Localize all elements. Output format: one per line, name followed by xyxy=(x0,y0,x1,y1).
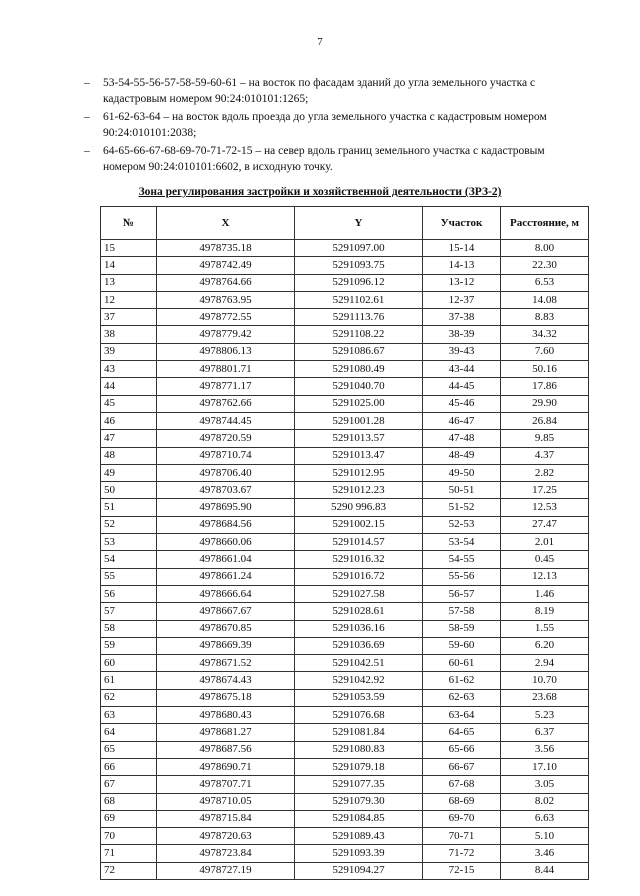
y-coordinate-cell: 5291042.92 xyxy=(295,672,423,689)
point-number-cell: 71 xyxy=(101,845,157,862)
distance-cell: 2.94 xyxy=(501,655,589,672)
segment-cell: 37-38 xyxy=(423,309,501,326)
segment-cell: 47-48 xyxy=(423,430,501,447)
y-coordinate-cell: 5291076.68 xyxy=(295,707,423,724)
point-number-cell: 52 xyxy=(101,516,157,533)
distance-cell: 0.45 xyxy=(501,551,589,568)
boundary-description-item xyxy=(84,110,590,141)
point-number-cell: 65 xyxy=(101,741,157,758)
distance-cell: 50.16 xyxy=(501,361,589,378)
x-coordinate-cell: 4978772.55 xyxy=(157,309,295,326)
y-coordinate-cell: 5291113.76 xyxy=(295,309,423,326)
point-number-cell: 48 xyxy=(101,447,157,464)
y-coordinate-cell: 5291012.23 xyxy=(295,482,423,499)
segment-cell: 61-62 xyxy=(423,672,501,689)
segment-cell: 38-39 xyxy=(423,326,501,343)
point-number-cell: 47 xyxy=(101,430,157,447)
x-coordinate-cell: 4978762.66 xyxy=(157,395,295,412)
y-coordinate-cell: 5290 996.83 xyxy=(295,499,423,516)
table-row xyxy=(101,274,589,291)
table-row xyxy=(101,810,589,827)
point-number-cell: 49 xyxy=(101,464,157,481)
distance-cell: 12.53 xyxy=(501,499,589,516)
distance-cell: 8.44 xyxy=(501,862,589,879)
table-row xyxy=(101,430,589,447)
y-coordinate-cell: 5291042.51 xyxy=(295,655,423,672)
x-coordinate-cell: 4978667.67 xyxy=(157,603,295,620)
distance-cell: 4.37 xyxy=(501,447,589,464)
distance-cell: 5.10 xyxy=(501,828,589,845)
segment-cell: 56-57 xyxy=(423,585,501,602)
y-coordinate-cell: 5291084.85 xyxy=(295,810,423,827)
point-number-cell: 64 xyxy=(101,724,157,741)
segment-cell: 13-12 xyxy=(423,274,501,291)
y-coordinate-cell: 5291081.84 xyxy=(295,724,423,741)
table-row xyxy=(101,707,589,724)
x-coordinate-cell: 4978763.95 xyxy=(157,291,295,308)
y-coordinate-cell: 5291028.61 xyxy=(295,603,423,620)
x-coordinate-cell: 4978779.42 xyxy=(157,326,295,343)
distance-cell: 22.30 xyxy=(501,257,589,274)
point-number-cell: 12 xyxy=(101,291,157,308)
segment-cell: 57-58 xyxy=(423,603,501,620)
y-coordinate-cell: 5291094.27 xyxy=(295,862,423,879)
point-number-cell: 53 xyxy=(101,534,157,551)
segment-cell: 65-66 xyxy=(423,741,501,758)
x-coordinate-cell: 4978806.13 xyxy=(157,343,295,360)
segment-cell: 53-54 xyxy=(423,534,501,551)
table-row xyxy=(101,240,589,257)
y-coordinate-cell: 5291086.67 xyxy=(295,343,423,360)
table-row xyxy=(101,862,589,879)
x-coordinate-cell: 4978710.74 xyxy=(157,447,295,464)
point-number-cell: 44 xyxy=(101,378,157,395)
x-coordinate-cell: 4978771.17 xyxy=(157,378,295,395)
table-row xyxy=(101,361,589,378)
x-coordinate-cell: 4978695.90 xyxy=(157,499,295,516)
distance-cell: 12.13 xyxy=(501,568,589,585)
table-row xyxy=(101,309,589,326)
point-number-cell: 63 xyxy=(101,707,157,724)
y-coordinate-cell: 5291080.49 xyxy=(295,361,423,378)
x-coordinate-cell: 4978681.27 xyxy=(157,724,295,741)
y-coordinate-cell: 5291002.15 xyxy=(295,516,423,533)
segment-cell: 60-61 xyxy=(423,655,501,672)
segment-cell: 59-60 xyxy=(423,637,501,654)
segment-cell: 46-47 xyxy=(423,412,501,429)
distance-cell: 34.32 xyxy=(501,326,589,343)
segment-cell: 68-69 xyxy=(423,793,501,810)
table-row xyxy=(101,326,589,343)
coordinates-table xyxy=(100,206,589,880)
x-coordinate-cell: 4978744.45 xyxy=(157,412,295,429)
y-coordinate-cell: 5291079.30 xyxy=(295,793,423,810)
table-row xyxy=(101,343,589,360)
x-coordinate-cell: 4978687.56 xyxy=(157,741,295,758)
segment-cell: 69-70 xyxy=(423,810,501,827)
boundary-description-text: 53-54-55-56-57-58-59-60-61 – на восток по фасадам зданий до угла земельного участка с кадастровым номером 90:24:010101:1265; xyxy=(103,77,536,105)
y-coordinate-cell: 5291013.57 xyxy=(295,430,423,447)
y-coordinate-cell: 5291014.57 xyxy=(295,534,423,551)
segment-cell: 63-64 xyxy=(423,707,501,724)
distance-cell: 29.90 xyxy=(501,395,589,412)
x-coordinate-cell: 4978684.56 xyxy=(157,516,295,533)
y-coordinate-cell: 5291108.22 xyxy=(295,326,423,343)
distance-cell: 14.08 xyxy=(501,291,589,308)
x-coordinate-cell: 4978720.59 xyxy=(157,430,295,447)
header-x: X xyxy=(157,207,295,240)
table-row xyxy=(101,291,589,308)
segment-cell: 49-50 xyxy=(423,464,501,481)
page-number: 7 xyxy=(317,36,323,48)
header-distance: Расстояние, м xyxy=(501,207,589,240)
y-coordinate-cell: 5291016.72 xyxy=(295,568,423,585)
table-row xyxy=(101,568,589,585)
y-coordinate-cell: 5291093.39 xyxy=(295,845,423,862)
x-coordinate-cell: 4978703.67 xyxy=(157,482,295,499)
table-row xyxy=(101,603,589,620)
x-coordinate-cell: 4978661.24 xyxy=(157,568,295,585)
point-number-cell: 46 xyxy=(101,412,157,429)
table-row xyxy=(101,378,589,395)
segment-cell: 64-65 xyxy=(423,724,501,741)
x-coordinate-cell: 4978675.18 xyxy=(157,689,295,706)
point-number-cell: 60 xyxy=(101,655,157,672)
x-coordinate-cell: 4978723.84 xyxy=(157,845,295,862)
distance-cell: 1.55 xyxy=(501,620,589,637)
segment-cell: 43-44 xyxy=(423,361,501,378)
distance-cell: 8.19 xyxy=(501,603,589,620)
table-row xyxy=(101,257,589,274)
y-coordinate-cell: 5291040.70 xyxy=(295,378,423,395)
point-number-cell: 38 xyxy=(101,326,157,343)
point-number-cell: 56 xyxy=(101,585,157,602)
point-number-cell: 61 xyxy=(101,672,157,689)
segment-cell: 62-63 xyxy=(423,689,501,706)
table-row xyxy=(101,655,589,672)
y-coordinate-cell: 5291096.12 xyxy=(295,274,423,291)
y-coordinate-cell: 5291093.75 xyxy=(295,257,423,274)
table-row xyxy=(101,534,589,551)
point-number-cell: 62 xyxy=(101,689,157,706)
y-coordinate-cell: 5291080.83 xyxy=(295,741,423,758)
table-row xyxy=(101,776,589,793)
distance-cell: 6.53 xyxy=(501,274,589,291)
point-number-cell: 59 xyxy=(101,637,157,654)
table-row xyxy=(101,637,589,654)
boundary-description-list xyxy=(84,76,590,178)
segment-cell: 15-14 xyxy=(423,240,501,257)
distance-cell: 26.84 xyxy=(501,412,589,429)
x-coordinate-cell: 4978669.39 xyxy=(157,637,295,654)
boundary-description-text: 61-62-63-64 – на восток вдоль проезда до угла земельного участка с кадастровым номером 90:24:010101:2038; xyxy=(103,111,547,139)
segment-cell: 45-46 xyxy=(423,395,501,412)
table-row xyxy=(101,845,589,862)
boundary-description-text: 64-65-66-67-68-69-70-71-72-15 – на север вдоль границ земельного участка с кадастровым номером 90:24:010101:6602, в исходную точку. xyxy=(103,145,545,173)
table-row xyxy=(101,447,589,464)
y-coordinate-cell: 5291016.32 xyxy=(295,551,423,568)
segment-cell: 70-71 xyxy=(423,828,501,845)
segment-cell: 39-43 xyxy=(423,343,501,360)
x-coordinate-cell: 4978715.84 xyxy=(157,810,295,827)
distance-cell: 17.10 xyxy=(501,758,589,775)
distance-cell: 10.70 xyxy=(501,672,589,689)
table-row xyxy=(101,482,589,499)
distance-cell: 6.20 xyxy=(501,637,589,654)
header-number: № xyxy=(101,207,157,240)
point-number-cell: 43 xyxy=(101,361,157,378)
distance-cell: 2.82 xyxy=(501,464,589,481)
table-row xyxy=(101,620,589,637)
point-number-cell: 69 xyxy=(101,810,157,827)
distance-cell: 3.56 xyxy=(501,741,589,758)
distance-cell: 6.37 xyxy=(501,724,589,741)
x-coordinate-cell: 4978680.43 xyxy=(157,707,295,724)
x-coordinate-cell: 4978706.40 xyxy=(157,464,295,481)
distance-cell: 17.86 xyxy=(501,378,589,395)
point-number-cell: 66 xyxy=(101,758,157,775)
zone-title: Зона регулирования застройки и хозяйственной деятельности (ЗРЗ-2) xyxy=(138,186,502,198)
y-coordinate-cell: 5291097.00 xyxy=(295,240,423,257)
point-number-cell: 55 xyxy=(101,568,157,585)
table-row xyxy=(101,551,589,568)
segment-cell: 72-15 xyxy=(423,862,501,879)
point-number-cell: 68 xyxy=(101,793,157,810)
table-row xyxy=(101,499,589,516)
distance-cell: 3.46 xyxy=(501,845,589,862)
distance-cell: 6.63 xyxy=(501,810,589,827)
list-dash: – xyxy=(84,77,90,89)
y-coordinate-cell: 5291079.18 xyxy=(295,758,423,775)
point-number-cell: 13 xyxy=(101,274,157,291)
x-coordinate-cell: 4978801.71 xyxy=(157,361,295,378)
y-coordinate-cell: 5291027.58 xyxy=(295,585,423,602)
segment-cell: 58-59 xyxy=(423,620,501,637)
segment-cell: 55-56 xyxy=(423,568,501,585)
point-number-cell: 51 xyxy=(101,499,157,516)
distance-cell: 17.25 xyxy=(501,482,589,499)
distance-cell: 2.01 xyxy=(501,534,589,551)
x-coordinate-cell: 4978727.19 xyxy=(157,862,295,879)
distance-cell: 8.02 xyxy=(501,793,589,810)
distance-cell: 1.46 xyxy=(501,585,589,602)
table-row xyxy=(101,412,589,429)
x-coordinate-cell: 4978742.49 xyxy=(157,257,295,274)
y-coordinate-cell: 5291089.43 xyxy=(295,828,423,845)
distance-cell: 7.60 xyxy=(501,343,589,360)
x-coordinate-cell: 4978710.05 xyxy=(157,793,295,810)
distance-cell: 9.85 xyxy=(501,430,589,447)
y-coordinate-cell: 5291036.69 xyxy=(295,637,423,654)
list-dash: – xyxy=(84,111,90,123)
segment-cell: 50-51 xyxy=(423,482,501,499)
y-coordinate-cell: 5291001.28 xyxy=(295,412,423,429)
point-number-cell: 72 xyxy=(101,862,157,879)
y-coordinate-cell: 5291013.47 xyxy=(295,447,423,464)
segment-cell: 14-13 xyxy=(423,257,501,274)
point-number-cell: 15 xyxy=(101,240,157,257)
table-row xyxy=(101,672,589,689)
point-number-cell: 50 xyxy=(101,482,157,499)
table-body xyxy=(101,240,589,880)
x-coordinate-cell: 4978674.43 xyxy=(157,672,295,689)
point-number-cell: 58 xyxy=(101,620,157,637)
point-number-cell: 39 xyxy=(101,343,157,360)
table-row xyxy=(101,758,589,775)
point-number-cell: 70 xyxy=(101,828,157,845)
point-number-cell: 57 xyxy=(101,603,157,620)
table-row xyxy=(101,516,589,533)
table-row xyxy=(101,395,589,412)
y-coordinate-cell: 5291053.59 xyxy=(295,689,423,706)
point-number-cell: 54 xyxy=(101,551,157,568)
distance-cell: 8.83 xyxy=(501,309,589,326)
segment-cell: 51-52 xyxy=(423,499,501,516)
segment-cell: 12-37 xyxy=(423,291,501,308)
table-row xyxy=(101,741,589,758)
segment-cell: 71-72 xyxy=(423,845,501,862)
x-coordinate-cell: 4978660.06 xyxy=(157,534,295,551)
y-coordinate-cell: 5291025.00 xyxy=(295,395,423,412)
table-row xyxy=(101,793,589,810)
table-row xyxy=(101,464,589,481)
distance-cell: 8.00 xyxy=(501,240,589,257)
x-coordinate-cell: 4978707.71 xyxy=(157,776,295,793)
boundary-description-item xyxy=(84,144,590,175)
segment-cell: 67-68 xyxy=(423,776,501,793)
y-coordinate-cell: 5291077.35 xyxy=(295,776,423,793)
distance-cell: 5.23 xyxy=(501,707,589,724)
distance-cell: 23.68 xyxy=(501,689,589,706)
y-coordinate-cell: 5291036.16 xyxy=(295,620,423,637)
table-row xyxy=(101,828,589,845)
segment-cell: 52-53 xyxy=(423,516,501,533)
x-coordinate-cell: 4978690.71 xyxy=(157,758,295,775)
segment-cell: 66-67 xyxy=(423,758,501,775)
x-coordinate-cell: 4978670.85 xyxy=(157,620,295,637)
point-number-cell: 45 xyxy=(101,395,157,412)
table-header-row xyxy=(101,207,589,240)
point-number-cell: 37 xyxy=(101,309,157,326)
segment-cell: 54-55 xyxy=(423,551,501,568)
point-number-cell: 14 xyxy=(101,257,157,274)
x-coordinate-cell: 4978671.52 xyxy=(157,655,295,672)
header-segment: Участок xyxy=(423,207,501,240)
table-row xyxy=(101,689,589,706)
y-coordinate-cell: 5291102.61 xyxy=(295,291,423,308)
distance-cell: 3.05 xyxy=(501,776,589,793)
x-coordinate-cell: 4978764.66 xyxy=(157,274,295,291)
y-coordinate-cell: 5291012.95 xyxy=(295,464,423,481)
segment-cell: 44-45 xyxy=(423,378,501,395)
segment-cell: 48-49 xyxy=(423,447,501,464)
point-number-cell: 67 xyxy=(101,776,157,793)
distance-cell: 27.47 xyxy=(501,516,589,533)
boundary-description-item xyxy=(84,76,590,107)
table-row xyxy=(101,724,589,741)
header-y: Y xyxy=(295,207,423,240)
x-coordinate-cell: 4978735.18 xyxy=(157,240,295,257)
x-coordinate-cell: 4978661.04 xyxy=(157,551,295,568)
x-coordinate-cell: 4978666.64 xyxy=(157,585,295,602)
table-row xyxy=(101,585,589,602)
list-dash: – xyxy=(84,145,90,157)
x-coordinate-cell: 4978720.63 xyxy=(157,828,295,845)
